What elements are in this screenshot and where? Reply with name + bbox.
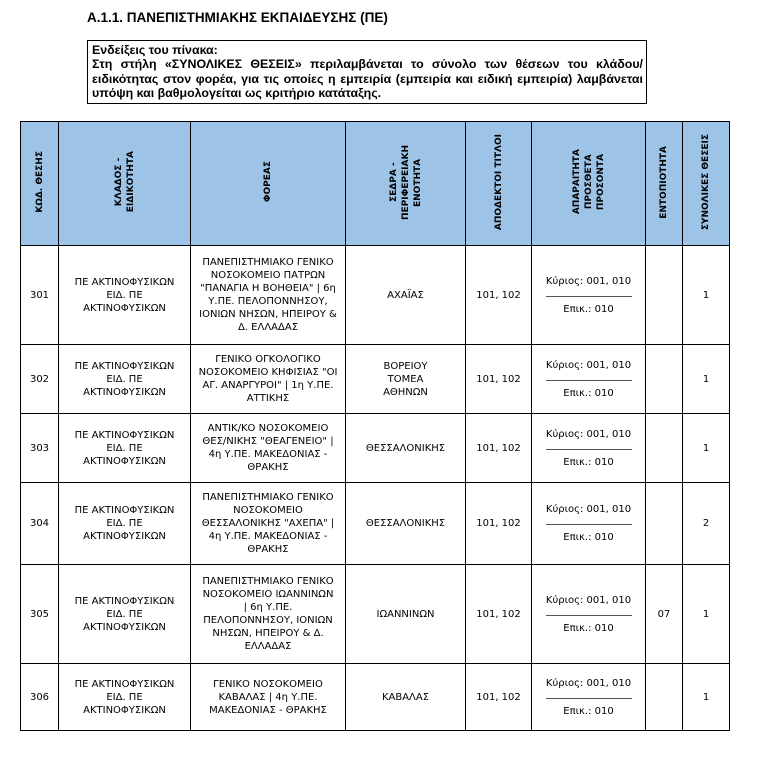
supplementary-qualification: Επικ.: 010 <box>563 456 614 468</box>
cell-agency: ΠΑΝΕΠΙΣΤΗΜΙΑΚΟ ΓΕΝΙΚΟ ΝΟΣΟΚΟΜΕΙΟ ΠΑΤΡΩΝ "ΠΑΝΑΓΙΑ Η ΒΟΗΘΕΙΑ" | 6η Υ.ΠΕ. ΠΕΛΟΠΟΝΝΗΣΟΥ, ΙΟΝΙΩΝ ΝΗΣΩΝ, ΗΠΕΙΡΟΥ & Δ. ΕΛΛΑΔΑΣ <box>191 246 346 345</box>
cell-position-code: 303 <box>21 414 59 483</box>
cell-total-positions: 2 <box>683 483 730 565</box>
cell-accepted-titles: 101, 102 <box>466 414 532 483</box>
cell-required-qualifications <box>532 345 646 414</box>
cell-required-qualifications <box>532 565 646 664</box>
header-accepted-titles: ΑΠΟΔΕΚΤΟΙ ΤΙΤΛΟΙ <box>466 122 532 246</box>
header-seat-regional-unit: ΣΕΔΡΑ - ΠΕΡΙΦΕΡΕΙΑΚΗ ΕΝΟΤΗΤΑ <box>346 122 466 246</box>
table-notes-box <box>87 40 647 104</box>
section-title: A.1.1. ΠΑΝΕΠΙΣΤΗΜΙΑΚΗΣ ΕΚΠΑΙΔΕΥΣΗΣ (ΠΕ) <box>87 10 388 25</box>
cell-position-code: 306 <box>21 664 59 731</box>
supplementary-qualification: Επικ.: 010 <box>563 705 614 717</box>
table-row <box>21 414 730 483</box>
main-qualification: Κύριος: 001, 010 <box>545 428 632 440</box>
cell-seat: ΑΧΑΪΑΣ <box>346 246 466 345</box>
cell-agency: ΠΑΝΕΠΙΣΤΗΜΙΑΚΟ ΓΕΝΙΚΟ ΝΟΣΟΚΟΜΕΙΟ ΘΕΣΣΑΛΟΝΙΚΗΣ "ΑΧΕΠΑ" | 4η Υ.ΠΕ. ΜΑΚΕΔΟΝΙΑΣ - ΘΡΑΚΗΣ <box>191 483 346 565</box>
main-qualification: Κύριος: 001, 010 <box>545 504 632 515</box>
positions-table <box>20 121 730 731</box>
cell-total-positions: 1 <box>683 664 730 731</box>
cell-agency: ΓΕΝΙΚΟ ΝΟΣΟΚΟΜΕΙΟ ΚΑΒΑΛΑΣ | 4η Υ.ΠΕ. ΜΑΚΕΔΟΝΙΑΣ - ΘΡΑΚΗΣ <box>191 664 346 731</box>
table-row <box>21 565 730 664</box>
supplementary-qualification: Επικ.: 010 <box>563 532 614 543</box>
table-row <box>21 345 730 414</box>
main-qualification: Κύριος: 001, 010 <box>545 359 632 371</box>
cell-seat: ΙΩΑΝΝΙΝΩΝ <box>346 565 466 664</box>
qualification-divider <box>546 296 632 297</box>
cell-branch-specialty: ΠΕ ΑΚΤΙΝΟΦΥΣΙΚΩΝ ΕΙΔ. ΠΕ ΑΚΤΙΝΟΦΥΣΙΚΩΝ <box>59 664 191 731</box>
qualification-divider <box>546 449 632 450</box>
cell-total-positions: 1 <box>683 565 730 664</box>
cell-agency: ΠΑΝΕΠΙΣΤΗΜΙΑΚΟ ΓΕΝΙΚΟ ΝΟΣΟΚΟΜΕΙΟ ΙΩΑΝΝΙΝΩΝ | 6η Υ.ΠΕ. ΠΕΛΟΠΟΝΝΗΣΟΥ, ΙΟΝΙΩΝ ΝΗΣΩΝ, ΗΠΕΙΡΟΥ & Δ. ΕΛΛΑΔΑΣ <box>191 565 346 664</box>
notes-heading: Ενδείξεις του πίνακα: <box>92 43 218 57</box>
cell-seat: ΒΟΡΕΙΟΥ ΤΟΜΕΑ ΑΘΗΝΩΝ <box>346 345 466 414</box>
cell-branch-specialty: ΠΕ ΑΚΤΙΝΟΦΥΣΙΚΩΝ ΕΙΔ. ΠΕ ΑΚΤΙΝΟΦΥΣΙΚΩΝ <box>59 565 191 664</box>
cell-accepted-titles: 101, 102 <box>466 246 532 345</box>
qualification-divider <box>546 615 632 616</box>
cell-locality <box>646 345 683 414</box>
cell-required-qualifications <box>532 246 646 345</box>
qualification-divider <box>546 380 632 381</box>
supplementary-qualification: Επικ.: 010 <box>563 622 614 634</box>
table-row <box>21 483 730 565</box>
main-qualification: Κύριος: 001, 010 <box>545 677 632 689</box>
cell-accepted-titles: 101, 102 <box>466 565 532 664</box>
cell-agency: ΓΕΝΙΚΟ ΟΓΚΟΛΟΓΙΚΟ ΝΟΣΟΚΟΜΕΙΟ ΚΗΦΙΣΙΑΣ "ΟΙ ΑΓ. ΑΝΑΡΓΥΡΟΙ" | 1η Υ.ΠΕ. ΑΤΤΙΚΗΣ <box>191 345 346 414</box>
cell-locality <box>646 483 683 565</box>
cell-seat: ΘΕΣΣΑΛΟΝΙΚΗΣ <box>346 414 466 483</box>
main-qualification: Κύριος: 001, 010 <box>545 594 632 606</box>
supplementary-qualification: Επικ.: 010 <box>563 387 614 399</box>
cell-position-code: 302 <box>21 345 59 414</box>
table-row <box>21 664 730 731</box>
cell-branch-specialty: ΠΕ ΑΚΤΙΝΟΦΥΣΙΚΩΝ ΕΙΔ. ΠΕ ΑΚΤΙΝΟΦΥΣΙΚΩΝ <box>59 345 191 414</box>
header-position-code: ΚΩΔ. ΘΕΣΗΣ <box>21 122 59 246</box>
cell-total-positions: 1 <box>683 414 730 483</box>
cell-seat: ΚΑΒΑΛΑΣ <box>346 664 466 731</box>
main-qualification: Κύριος: 001, 010 <box>545 275 632 287</box>
cell-branch-specialty: ΠΕ ΑΚΤΙΝΟΦΥΣΙΚΩΝ ΕΙΔ. ΠΕ ΑΚΤΙΝΟΦΥΣΙΚΩΝ <box>59 246 191 345</box>
cell-locality <box>646 246 683 345</box>
cell-locality: 07 <box>646 565 683 664</box>
header-agency: ΦΟΡΕΑΣ <box>191 122 346 246</box>
cell-required-qualifications <box>532 414 646 483</box>
qualification-divider <box>546 698 632 699</box>
table-row <box>21 246 730 345</box>
cell-total-positions: 1 <box>683 246 730 345</box>
cell-branch-specialty: ΠΕ ΑΚΤΙΝΟΦΥΣΙΚΩΝ ΕΙΔ. ΠΕ ΑΚΤΙΝΟΦΥΣΙΚΩΝ <box>59 483 191 565</box>
cell-agency: ΑΝΤΙΚ/ΚΟ ΝΟΣΟΚΟΜΕΙΟ ΘΕΣ/ΝΙΚΗΣ "ΘΕΑΓΕΝΕΙΟ" | 4η Υ.ΠΕ. ΜΑΚΕΔΟΝΙΑΣ - ΘΡΑΚΗΣ <box>191 414 346 483</box>
cell-accepted-titles: 101, 102 <box>466 345 532 414</box>
notes-body: Στη στήλη «ΣΥΝΟΛΙΚΕΣ ΘΕΣΕΙΣ» περιλαμβάνεται το σύνολο των θέσεων του κλάδου/ειδικότητας στον φορέα, για τις οποίες η εμπειρία (εμπειρία και ειδική εμπειρία) λαμβάνεται υπόψη και βαθμολογείται ως κριτήριο κατάταξης. <box>92 57 643 101</box>
cell-total-positions: 1 <box>683 345 730 414</box>
supplementary-qualification: Επικ.: 010 <box>563 303 614 315</box>
table-header-row <box>21 122 730 246</box>
header-required-qualifications: ΑΠΑΡΑΙΤΗΤΑ ΠΡΟΣΘΕΤΑ ΠΡΟΣΟΝΤΑ <box>532 122 646 246</box>
cell-required-qualifications <box>532 483 646 565</box>
header-locality: ΕΝΤΟΠΙΟΤΗΤΑ <box>646 122 683 246</box>
header-branch-specialty: ΚΛΑΔΟΣ - ΕΙΔΙΚΟΤΗΤΑ <box>59 122 191 246</box>
cell-branch-specialty: ΠΕ ΑΚΤΙΝΟΦΥΣΙΚΩΝ ΕΙΔ. ΠΕ ΑΚΤΙΝΟΦΥΣΙΚΩΝ <box>59 414 191 483</box>
cell-seat: ΘΕΣΣΑΛΟΝΙΚΗΣ <box>346 483 466 565</box>
cell-locality <box>646 664 683 731</box>
cell-required-qualifications <box>532 664 646 731</box>
cell-accepted-titles: 101, 102 <box>466 483 532 565</box>
cell-locality <box>646 414 683 483</box>
cell-position-code: 305 <box>21 565 59 664</box>
header-total-positions: ΣΥΝΟΛΙΚΕΣ ΘΕΣΕΙΣ <box>683 122 730 246</box>
cell-position-code: 304 <box>21 483 59 565</box>
qualification-divider <box>546 524 632 525</box>
cell-position-code: 301 <box>21 246 59 345</box>
cell-accepted-titles: 101, 102 <box>466 664 532 731</box>
